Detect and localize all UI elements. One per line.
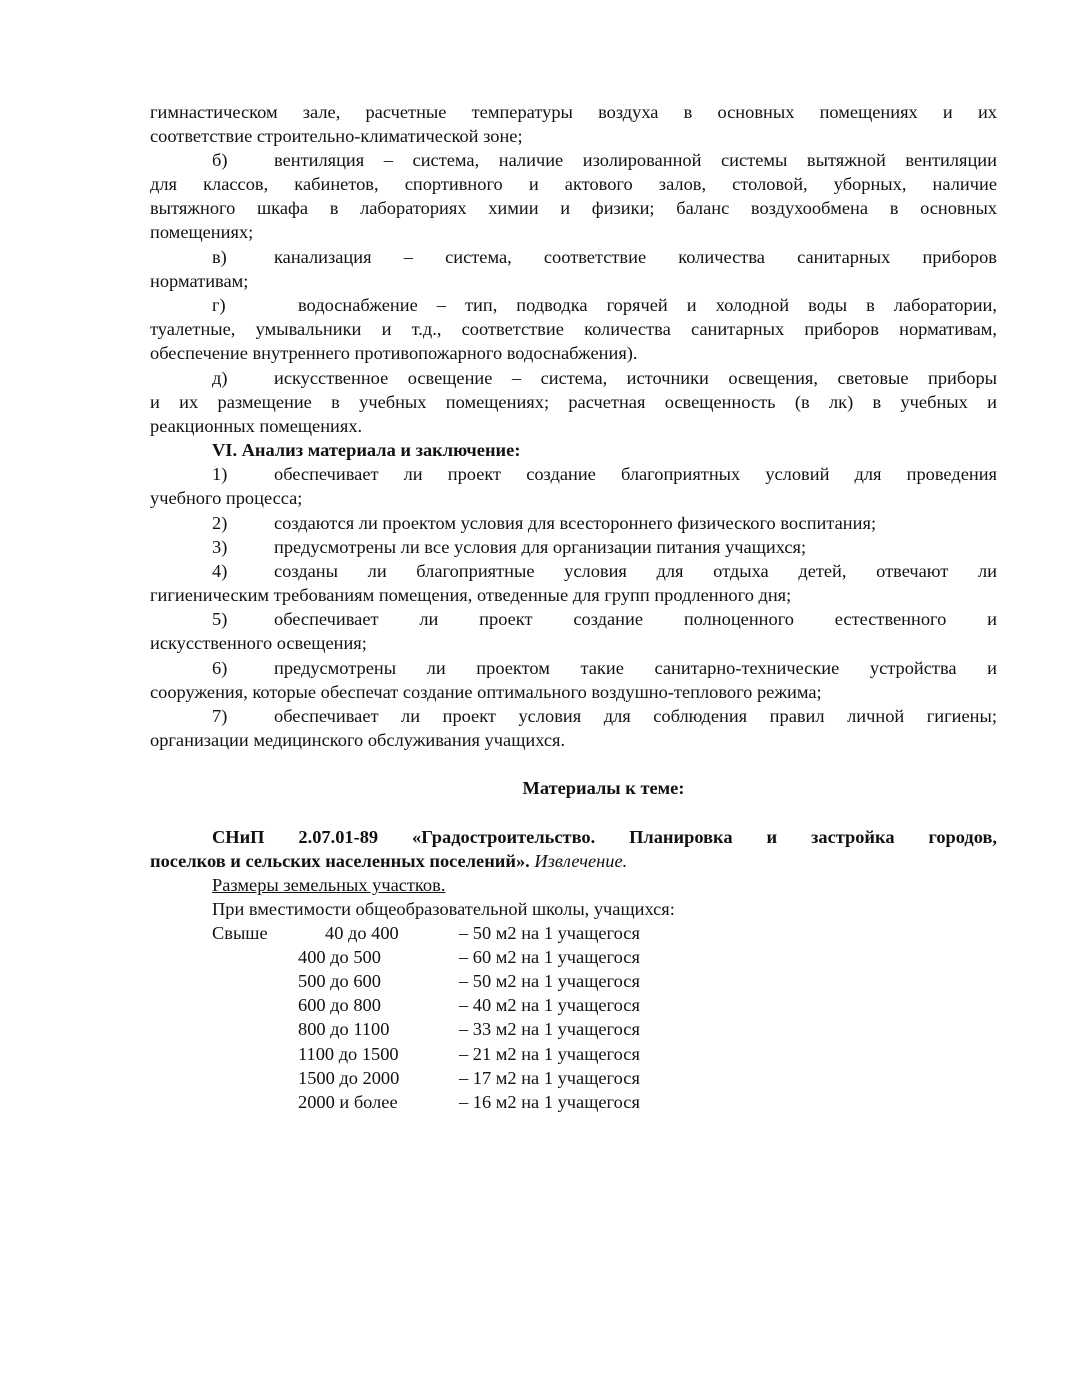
- list-item-text: обеспечивает ли проект создание благоприятных условий для проведения: [274, 464, 997, 484]
- list-marker: 2): [212, 513, 228, 533]
- list-item-analysis: [212, 656, 997, 680]
- list-marker: 7): [212, 706, 228, 726]
- list-item-text: водоснабжение – тип, подводка горячей и холодной воды в лаборатории,: [298, 295, 997, 315]
- paragraph-line: организации медицинского обслуживания учащихся.: [150, 730, 566, 750]
- paragraph-line: вытяжного шкафа в лабораториях химии и физики; баланс воздухообмена в основных: [150, 198, 997, 218]
- capacity-range: 500 до 600: [298, 971, 381, 991]
- capacity-norm: – 60 м2 на 1 учащегося: [459, 947, 640, 967]
- paragraph-line: реакционных помещениях.: [150, 416, 363, 436]
- plot-sizes-title: Размеры земельных участков.: [212, 875, 446, 895]
- capacity-norm: – 16 м2 на 1 учащегося: [459, 1092, 640, 1112]
- capacity-range: 800 до 1100: [298, 1019, 390, 1039]
- capacity-norm: – 50 м2 на 1 учащегося: [459, 923, 640, 943]
- list-item-lighting: [212, 366, 997, 390]
- paragraph-line: и их размещение в учебных помещениях; расчетная освещенность (в лк) в учебных и: [150, 392, 997, 412]
- list-item-text: созданы ли благоприятные условия для отдыха детей, отвечают ли: [274, 561, 997, 581]
- list-item-water-supply: [212, 293, 997, 317]
- list-item-text: канализация – система, соответствие количества санитарных приборов: [274, 247, 997, 267]
- list-item-text: обеспечивает ли проект создание полноценного естественного и: [274, 609, 997, 629]
- list-marker: г): [212, 295, 226, 315]
- list-item-analysis: [212, 559, 997, 583]
- capacity-range: 2000 и более: [298, 1092, 398, 1112]
- excerpt-note: Извлечение.: [534, 851, 628, 871]
- list-marker: 3): [212, 537, 228, 557]
- list-marker: 1): [212, 464, 228, 484]
- paragraph-line: искусственного освещения;: [150, 633, 367, 653]
- list-item-analysis: [212, 535, 997, 559]
- capacity-norm: – 21 м2 на 1 учащегося: [459, 1044, 640, 1064]
- capacity-norm: – 33 м2 на 1 учащегося: [459, 1019, 640, 1039]
- list-item-ventilation: [212, 148, 997, 172]
- capacity-range: 1500 до 2000: [298, 1068, 400, 1088]
- list-item-text: создаются ли проектом условия для всестороннего физического воспитания;: [274, 513, 877, 533]
- section-heading: VI. Анализ материала и заключение:: [212, 440, 521, 460]
- list-item-text: вентиляция – система, наличие изолированной системы вытяжной вентиляции: [274, 150, 997, 170]
- capacity-range: 1100 до 1500: [298, 1044, 399, 1064]
- capacity-range: 40 до 400: [325, 923, 399, 943]
- capacity-range: 400 до 500: [298, 947, 381, 967]
- list-item-analysis: [212, 704, 997, 728]
- paragraph-line: помещениях;: [150, 222, 254, 242]
- list-item-analysis: [212, 462, 997, 486]
- capacity-range: 600 до 800: [298, 995, 381, 1015]
- capacity-norm: – 17 м2 на 1 учащегося: [459, 1068, 640, 1088]
- snip-title-line: [150, 849, 997, 873]
- list-marker: б): [212, 150, 228, 170]
- list-item-analysis: [212, 607, 997, 631]
- capacity-prefix: Свыше: [212, 923, 268, 943]
- paragraph-line: туалетные, умывальники и т.д., соответствие количества санитарных приборов нормативам,: [150, 319, 997, 339]
- list-marker: 5): [212, 609, 228, 629]
- materials-heading: Материалы к теме:: [522, 778, 685, 798]
- paragraph-line: нормативам;: [150, 271, 249, 291]
- list-item-text: предусмотрены ли проектом такие санитарно-технические устройства и: [274, 658, 997, 678]
- list-item-sewerage: [212, 245, 997, 269]
- paragraph-line: сооружения, которые обеспечат создание оптимального воздушно-теплового режима;: [150, 682, 822, 702]
- list-item-analysis: [212, 511, 997, 535]
- list-marker: 4): [212, 561, 228, 581]
- capacity-norm: – 40 м2 на 1 учащегося: [459, 995, 640, 1015]
- capacity-norm: – 50 м2 на 1 учащегося: [459, 971, 640, 991]
- list-item-text: обеспечивает ли проект условия для соблюдения правил личной гигиены;: [274, 706, 997, 726]
- list-item-text: искусственное освещение – система, источники освещения, световые приборы: [274, 368, 997, 388]
- paragraph-line: учебного процесса;: [150, 488, 303, 508]
- capacity-intro: При вместимости общеобразовательной школы, учащихся:: [212, 899, 675, 919]
- snip-title-line: СНиП 2.07.01-89 «Градостроительство. Планировка и застройка городов,: [212, 827, 997, 847]
- paragraph-line: гимнастическом зале, расчетные температуры воздуха в основных помещениях и их: [150, 102, 997, 122]
- list-marker: в): [212, 247, 227, 267]
- list-item-text: предусмотрены ли все условия для организации питания учащихся;: [274, 537, 807, 557]
- paragraph-line: гигиеническим требованиям помещения, отведенные для групп продленного дня;: [150, 585, 792, 605]
- paragraph-line: для классов, кабинетов, спортивного и актового залов, столовой, уборных, наличие: [150, 174, 997, 194]
- list-marker: д): [212, 368, 228, 388]
- paragraph-line: соответствие строительно-климатической зоне;: [150, 126, 523, 146]
- snip-title-text: поселков и сельских населенных поселений».: [150, 851, 530, 871]
- list-marker: 6): [212, 658, 228, 678]
- paragraph-line: обеспечение внутреннего противопожарного водоснабжения).: [150, 343, 638, 363]
